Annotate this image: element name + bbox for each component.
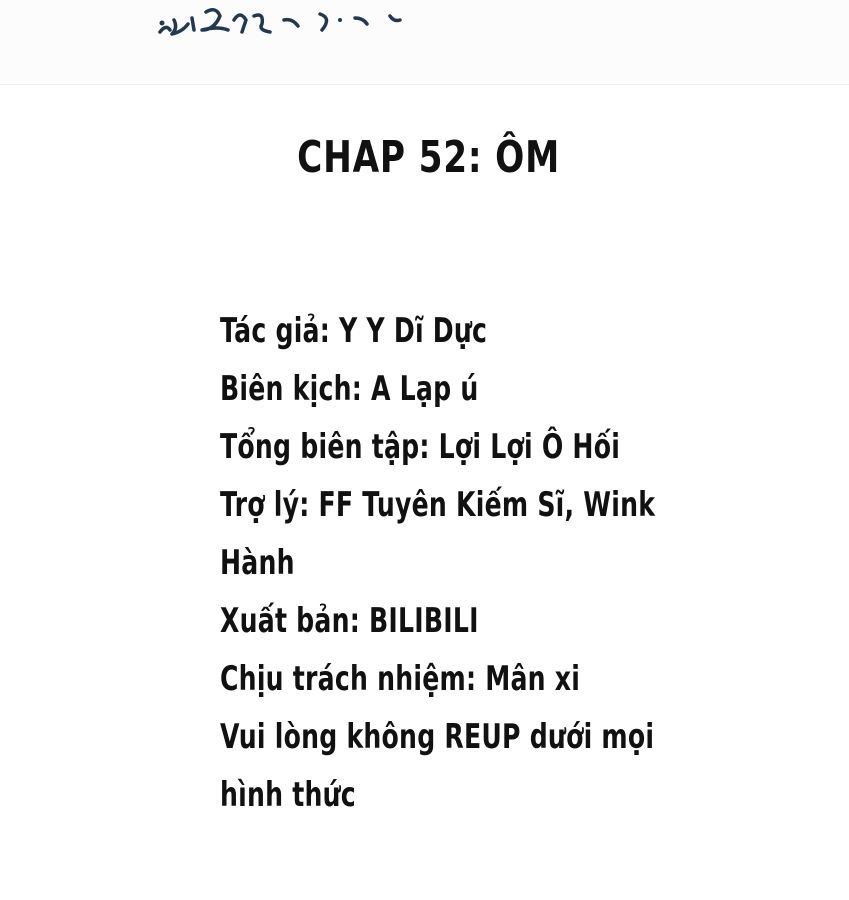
calligraphy-logo-icon — [150, 0, 410, 40]
credit-author: Tác giả: Y Y Dĩ Dực — [220, 311, 488, 351]
no-reupload-notice: Vui lòng không REUP dưới mọi — [220, 717, 655, 757]
credit-chief-editor: Tổng biên tập: Lợi Lợi Ô Hối — [220, 427, 621, 467]
credits-block — [220, 302, 820, 824]
credit-scriptwriter: Biên kịch: A Lạp ú — [220, 369, 479, 409]
credit-assistant: Trợ lý: FF Tuyên Kiếm Sĩ, Wink — [220, 485, 656, 525]
no-reupload-notice-continued: hình thức — [220, 775, 356, 815]
credit-responsible: Chịu trách nhiệm: Mân xi — [220, 659, 581, 699]
credit-publisher: Xuất bản: BILIBILI — [220, 601, 479, 641]
top-banner-strip — [0, 0, 849, 85]
credit-assistant-continued: Hành — [220, 543, 295, 583]
chapter-title: CHAP 52: ÔM — [297, 132, 561, 183]
